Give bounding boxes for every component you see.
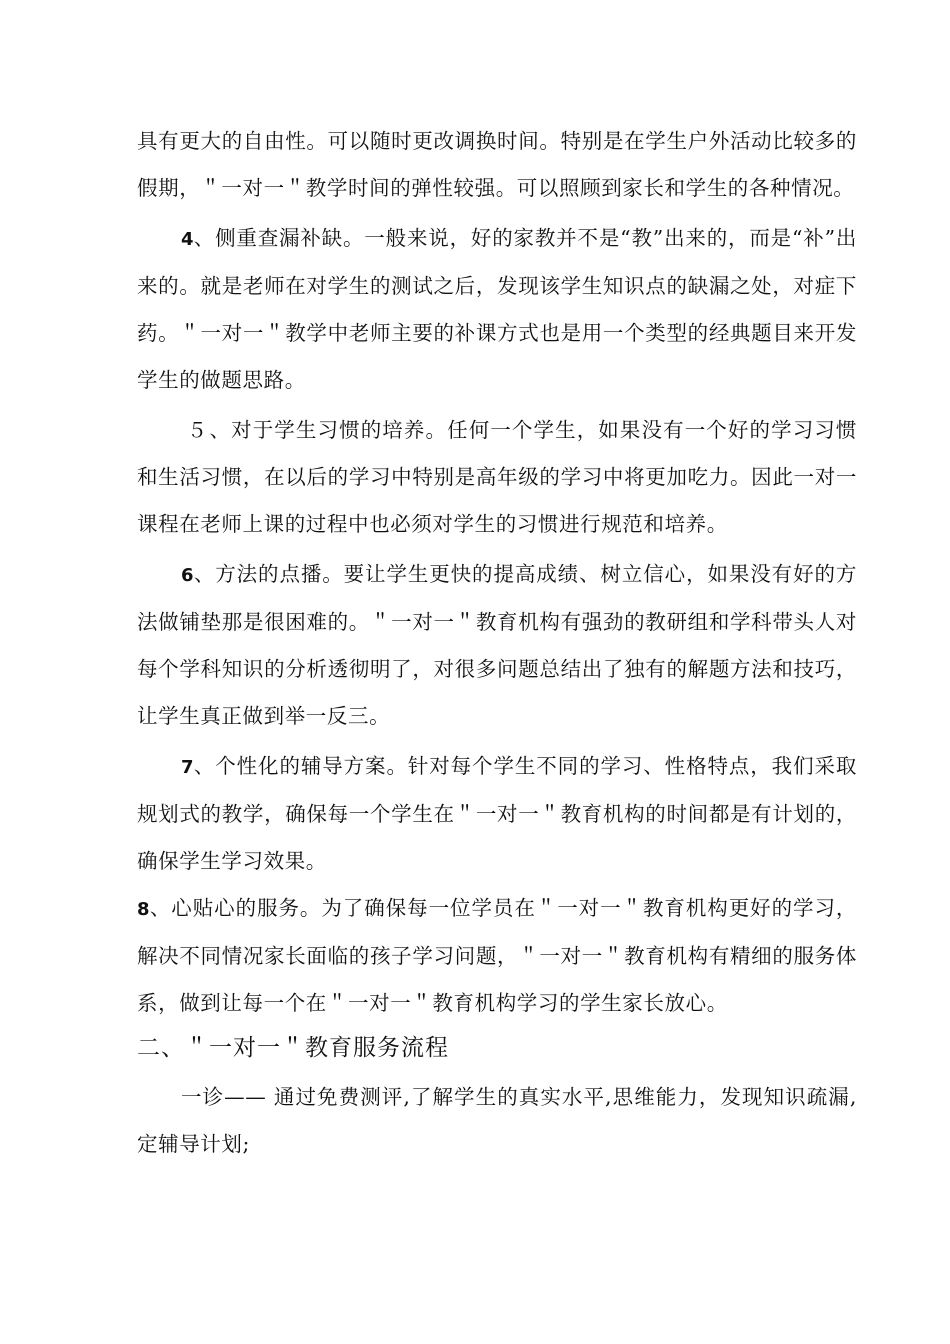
point-number: 7 <box>181 757 194 778</box>
paragraph-point-8 <box>137 885 857 1027</box>
point-number: 4 <box>181 229 194 250</box>
point-text: 、对于学生习惯的培养。任何一个学生，如果没有一个好的学习习惯和生活习惯，在以后的学习中特别是高年级的学习中将更加吃力。因此一对一课程在老师上课的过程中也必须对学生的习惯进行规范和培养。 <box>137 418 857 536</box>
paragraph-point-6 <box>137 551 857 740</box>
point-number: 8 <box>137 899 150 920</box>
document-body <box>137 118 857 1168</box>
point-text: 、心贴心的服务。为了确保每一位学员在＂一对一＂教育机构更好的学习，解决不同情况家长面临的孩子学习问题，＂一对一＂教育机构有精细的服务体系，做到让每一个在＂一对一＂教育机构学习的学生家长放心。 <box>137 896 857 1015</box>
paragraph-point-7 <box>137 743 857 885</box>
point-number: 6 <box>181 565 194 586</box>
paragraph-point-5 <box>137 407 857 548</box>
paragraph-point-4 <box>137 215 857 404</box>
point-number: ５ <box>187 418 210 442</box>
paragraph-step-diagnose: 一诊—— 通过免费测评,了解学生的真实水平,思维能力，发现知识疏漏,定辅导计划; <box>137 1085 857 1156</box>
paragraph-flexibility: 具有更大的自由性。可以随时更改调换时间。特别是在学生户外活动比较多的假期，＂一对一＂教学时间的弹性较强。可以照顾到家长和学生的各种情况。 <box>137 129 857 200</box>
point-text: 、方法的点播。要让学生更快的提高成绩、树立信心，如果没有好的方法做铺垫那是很困难的。＂一对一＂教育机构有强劲的教研组和学科带头人对每个学科知识的分析透彻明了，对很多问题总结出了独有的解题方法和技巧，让学生真正做到举一反三。 <box>137 562 857 728</box>
point-text: 、侧重查漏补缺。一般来说，好的家教并不是“教”出来的，而是“补”出来的。就是老师在对学生的测试之后，发现该学生知识点的缺漏之处，对症下药。＂一对一＂教学中老师主要的补课方式也是用一个类型的经典题目来开发学生的做题思路。 <box>137 226 857 392</box>
point-text: 、个性化的辅导方案。针对每个学生不同的学习、性格特点，我们采取规划式的教学，确保每一个学生在＂一对一＂教育机构的时间都是有计划的，确保学生学习效果。 <box>137 754 857 873</box>
section-heading: 二、＂一对一＂教育服务流程 <box>137 1035 449 1061</box>
